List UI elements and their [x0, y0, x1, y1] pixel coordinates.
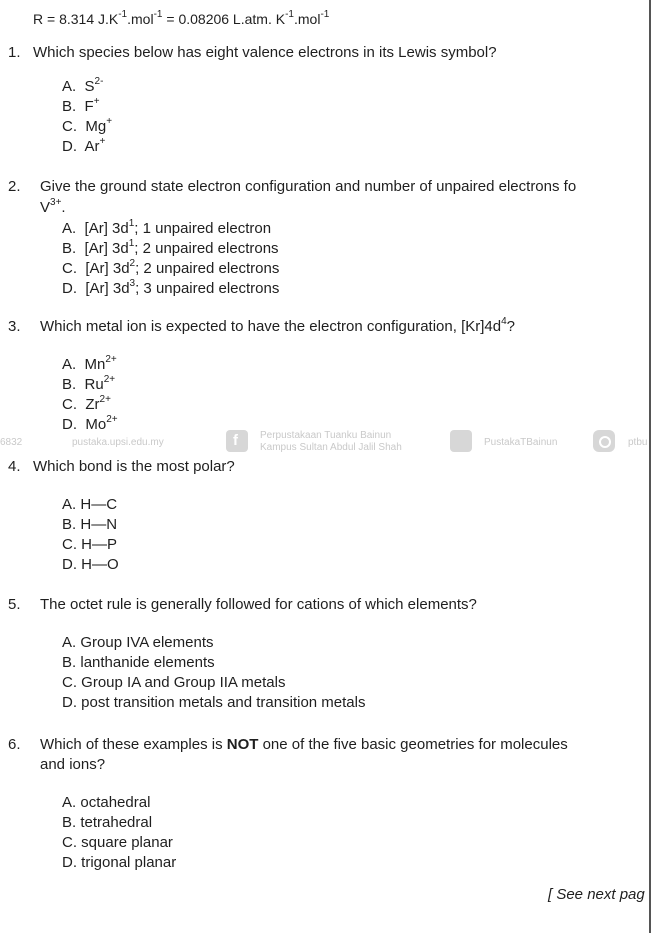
question-number: 4.: [8, 458, 21, 475]
formula-sup: -1: [118, 9, 128, 21]
instagram-icon: [593, 430, 615, 452]
question-text: The octet rule is generally followed for cations of which elements?: [40, 596, 477, 613]
twitter-icon: [450, 430, 472, 452]
option-d: D. H—O: [62, 556, 119, 573]
formula-sup: -1: [320, 9, 330, 21]
option-a: A. $Mn^{2+}$: [62, 354, 117, 373]
formula-sup: -1: [153, 9, 163, 21]
option-b: B. [Ar] $3d^1$; 2 unpaired electrons: [62, 238, 279, 257]
option-d: D. [Ar] $3d^3$; 3 unpaired electrons: [62, 278, 280, 297]
option-d: D. $Mo^{2+}$: [62, 414, 118, 433]
formula-part: R = 8.314 J.K: [33, 11, 119, 27]
option-b: B. $Ru^{2+}$: [62, 374, 116, 393]
option-c: C. square planar: [62, 834, 173, 851]
option-b: B. F+: [62, 96, 100, 115]
option-d: D. trigonal planar: [62, 854, 177, 871]
option-d: D. Ar+: [62, 136, 106, 155]
see-next-page: [ See next pag: [548, 886, 645, 903]
ion-label: $V^{3+}$.: [40, 197, 66, 216]
option-a: A. Group IVA elements: [62, 634, 214, 651]
option-a: A. $S^{2-}$: [62, 76, 104, 95]
option-a: A. H—C: [62, 496, 118, 513]
option-d: D. post transition metals and transition metals: [62, 694, 366, 711]
gas-constant-line: [33, 11, 329, 27]
question-text-line2: and ions?: [40, 756, 106, 773]
formula-part: = 0.08206 L.atm. K: [162, 11, 286, 27]
option-b: B. lanthanide elements: [62, 654, 215, 671]
option-c: C. H—P: [62, 536, 118, 553]
option-c: C. [Ar] $3d^2$; 2 unpaired electrons: [62, 258, 280, 277]
facebook-icon: f: [226, 430, 248, 452]
option-b: B. tetrahedral: [62, 814, 153, 831]
question-text: Which of these examples is NOT one of the five basic geometries for molecules: [40, 736, 568, 753]
watermark-site: pustaka.upsi.edu.my: [72, 437, 164, 448]
formula-part: .mol: [293, 11, 321, 27]
option-b: B. H—N: [62, 516, 118, 533]
question-text: Give the ground state electron configuration and number of unpaired electrons fo: [40, 178, 577, 195]
question-text: Which species below has eight valence electrons in its Lewis symbol?: [33, 44, 497, 61]
question-number: 3.: [8, 318, 21, 335]
question-number: 2.: [8, 178, 21, 195]
question-text: Which bond is the most polar?: [33, 458, 235, 475]
option-a: A. octahedral: [62, 794, 151, 811]
option-a: A. [Ar] $3d^1$; 1 unpaired electron: [62, 218, 272, 237]
watermark-library-line2: Kampus Sultan Abdul Jalil Shah: [260, 442, 402, 453]
watermark-handle: PustakaTBainun: [484, 437, 558, 448]
option-c: C. Mg+: [62, 116, 113, 135]
formula-part: .mol: [127, 11, 154, 27]
option-c: C. $Zr^{2+}$: [62, 394, 111, 413]
question-number: 5.: [8, 596, 21, 613]
watermark-code: 6832: [0, 437, 23, 448]
emphasis-not: NOT: [226, 736, 259, 753]
option-c: C. Group IA and Group IIA metals: [62, 674, 286, 691]
watermark-right: ptbu: [628, 437, 648, 448]
watermark-library-line1: Perpustakaan Tuanku Bainun: [260, 430, 392, 441]
question-number: 6.: [8, 736, 21, 753]
formula-sup: -1: [285, 9, 294, 21]
question-number: 1.: [8, 44, 21, 61]
question-text: Which metal ion is expected to have the electron configuration, $[Kr]4d^4$?: [40, 316, 515, 335]
